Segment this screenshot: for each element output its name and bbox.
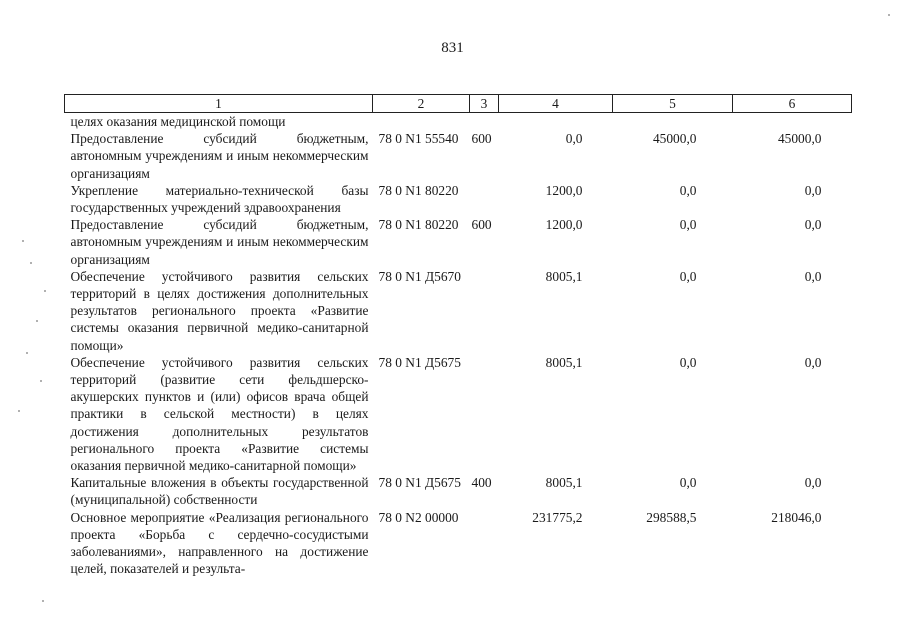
row-value-6: 0,0	[804, 475, 822, 491]
row-name: целях оказания медицинской помощи	[70, 114, 286, 129]
row-code	[373, 113, 470, 131]
row-expense-type	[470, 509, 499, 578]
row-value-5	[613, 113, 733, 131]
row-expense-type	[470, 268, 499, 354]
row-value-5: 0,0	[679, 182, 697, 198]
table-row	[65, 216, 852, 268]
row-value-5: 0,0	[679, 268, 697, 284]
row-name: Основное мероприятие «Реализация регионального проекта «Борьба с сердечно-сосудистыми заболеваниями», направленного на достижение целей, показателей и результа-	[70, 509, 369, 577]
table-row	[65, 474, 852, 508]
row-value-6: 45000,0	[777, 131, 822, 147]
scan-speck	[40, 380, 42, 382]
table-row	[65, 509, 852, 578]
row-value-4: 0,0	[565, 131, 583, 147]
row-value-4: 8005,1	[545, 475, 583, 491]
scan-speck	[18, 410, 20, 412]
scan-speck	[30, 262, 32, 264]
row-value-6: 0,0	[804, 268, 822, 284]
row-value-6: 0,0	[804, 182, 822, 198]
row-value-4: 8005,1	[545, 268, 583, 284]
scan-speck	[36, 320, 38, 322]
row-code: 78 0 N1 Д5675	[378, 354, 461, 370]
row-expense-type: 400	[471, 475, 492, 491]
scan-speck	[26, 352, 28, 354]
header-col-1: 1	[65, 95, 373, 113]
row-expense-type: 600	[471, 217, 492, 233]
row-value-4: 1200,0	[545, 182, 583, 198]
row-value-6	[733, 113, 852, 131]
row-value-6: 0,0	[804, 354, 822, 370]
row-value-6: 0,0	[804, 217, 822, 233]
row-expense-type	[470, 182, 499, 216]
row-name: Обеспечение устойчивого развития сельских территорий в целях достижения дополнительных результатов регионального проекта «Развитие системы оказания первичной медико-санитарной помощи»	[70, 268, 369, 353]
row-code: 78 0 N1 80220	[378, 217, 459, 233]
row-name: Обеспечение устойчивого развития сельских территорий (развитие сети фельдшерско-акушерских пунктов и (или) офисов врача общей практики в сельской местности) в целях достижения дополнительных результатов регионального проекта «Развитие системы оказания первичной медико-санитарной помощи»	[70, 354, 369, 474]
table-row	[65, 130, 852, 182]
row-value-5: 298588,5	[646, 509, 697, 525]
row-name: Предоставление субсидий бюджетным, автономным учреждениям и иным некоммерческим организациям	[70, 131, 369, 181]
row-value-4: 8005,1	[545, 354, 583, 370]
row-name: Укрепление материально-технической базы государственных учреждений здравоохранения	[70, 182, 369, 216]
scan-speck	[42, 600, 44, 602]
budget-table	[64, 94, 852, 577]
table-row	[65, 113, 852, 131]
table-row	[65, 268, 852, 354]
row-value-6: 218046,0	[771, 509, 822, 525]
row-expense-type	[470, 113, 499, 131]
header-col-6: 6	[733, 95, 852, 113]
header-col-4: 4	[499, 95, 613, 113]
scan-speck	[44, 290, 46, 292]
page-number: 831	[441, 40, 464, 56]
row-value-5: 0,0	[679, 354, 697, 370]
row-expense-type: 600	[471, 131, 492, 147]
header-col-2: 2	[373, 95, 470, 113]
scan-speck	[888, 14, 890, 16]
row-value-4: 1200,0	[545, 217, 583, 233]
scan-speck	[22, 240, 24, 242]
row-value-5: 0,0	[679, 217, 697, 233]
row-value-5: 0,0	[679, 475, 697, 491]
row-name: Предоставление субсидий бюджетным, автономным учреждениям и иным некоммерческим организациям	[70, 217, 369, 267]
row-code: 78 0 N2 00000	[378, 509, 459, 525]
row-value-4: 231775,2	[532, 509, 583, 525]
table-row	[65, 354, 852, 474]
header-col-3: 3	[470, 95, 499, 113]
row-code: 78 0 N1 80220	[378, 182, 459, 198]
table-header-row	[65, 95, 852, 113]
row-expense-type	[470, 354, 499, 474]
table-row	[65, 182, 852, 216]
row-code: 78 0 N1 Д5670	[378, 268, 461, 284]
row-code: 78 0 N1 55540	[378, 131, 459, 147]
row-value-5: 45000,0	[652, 131, 697, 147]
row-code: 78 0 N1 Д5675	[378, 475, 461, 491]
header-col-5: 5	[613, 95, 733, 113]
row-name: Капитальные вложения в объекты государственной (муниципальной) собственности	[70, 475, 369, 508]
row-value-4	[499, 113, 613, 131]
